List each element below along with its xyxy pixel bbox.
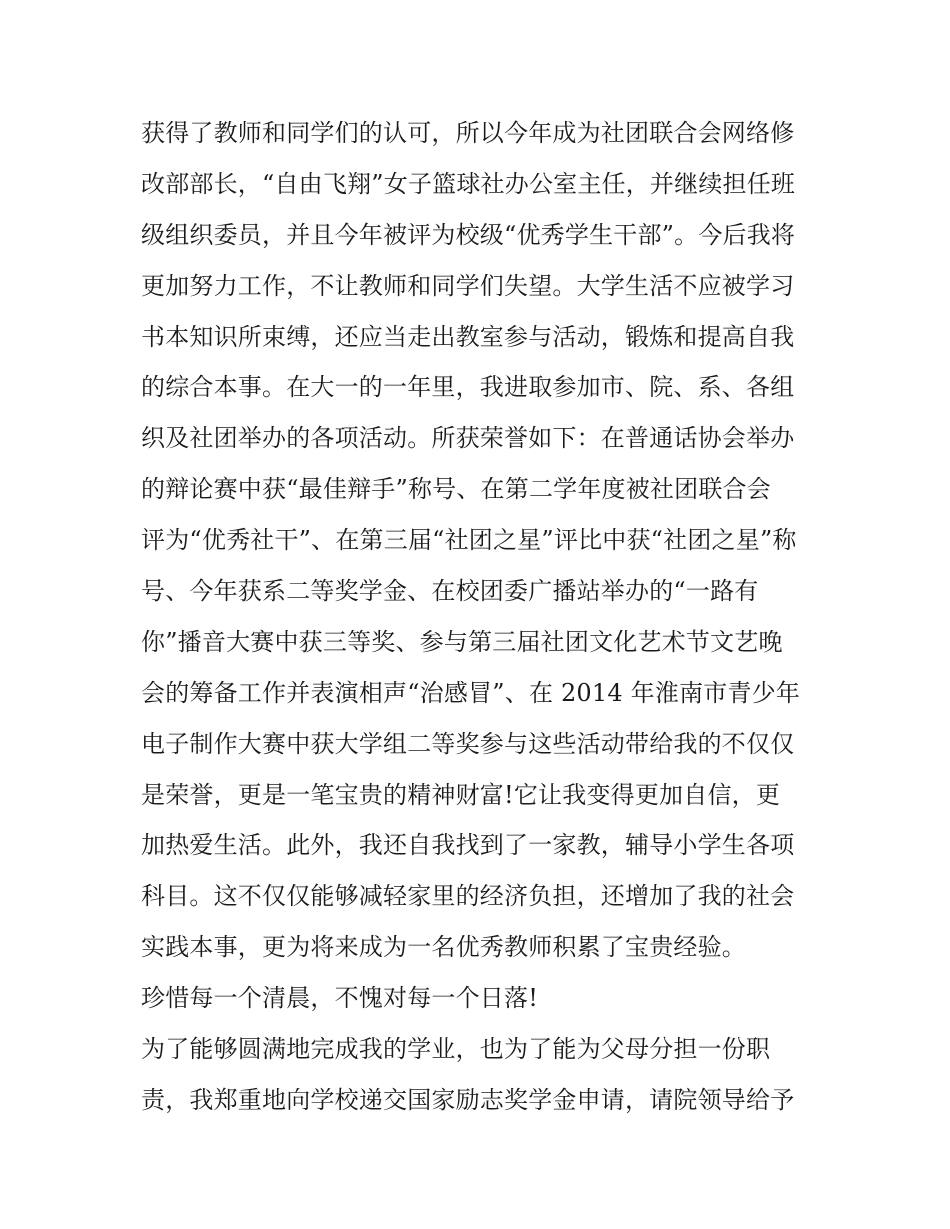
text-line: 评为“优秀社干”、在第三届“社团之星”评比中获“社团之星”称 bbox=[141, 526, 797, 555]
text-line: 改部部长，“自由飞翔”女子篮球社办公室主任，并继续担任班 bbox=[141, 169, 796, 198]
text-line: 的辩论赛中获“最佳辩手”称号、在第二学年度被社团联合会 bbox=[141, 475, 771, 504]
text-line: 实践本事，更为将来成为一名优秀教师积累了宝贵经验。 bbox=[141, 933, 746, 962]
text-line: 珍惜每一个清晨，不愧对每一个日落! bbox=[141, 984, 539, 1013]
text-line: 科目。这不仅仅能够减轻家里的经济负担，还增加了我的社会 bbox=[141, 882, 795, 911]
body-text bbox=[141, 108, 821, 1126]
text-line: 电子制作大赛中获大学组二等奖参与这些活动带给我的不仅仅 bbox=[141, 729, 795, 758]
text-line: 号、今年获系二等奖学金、在校团委广播站举办的“一路有 bbox=[141, 577, 759, 606]
text-line: 会的筹备工作并表演相声“治感冒”、在 2014 年淮南市青少年 bbox=[141, 678, 801, 707]
text-line: 获得了教师和同学们的认可，所以今年成为社团联合会网络修 bbox=[141, 119, 795, 147]
text-line: 的综合本事。在大一的一年里，我进取参加市、院、系、各组 bbox=[141, 373, 795, 402]
text-line: 加热爱生活。此外，我还自我找到了一家教，辅导小学生各项 bbox=[141, 831, 795, 860]
text-line: 你”播音大赛中获三等奖、参与第三届社团文化艺术节文艺晚 bbox=[141, 627, 783, 656]
text-line: 织及社团举办的各项活动。所获荣誉如下：在普通话协会举办 bbox=[141, 424, 795, 453]
text-line: 为了能够圆满地完成我的学业，也为了能为父母分担一份职 bbox=[141, 1035, 771, 1064]
text-line: 更加努力工作，不让教师和同学们失望。大学生活不应被学习 bbox=[141, 271, 795, 300]
text-line: 书本知识所束缚，还应当走出教室参与活动，锻炼和提高自我 bbox=[141, 322, 795, 351]
text-line: 是荣誉，更是一笔宝贵的精神财富!它让我变得更加自信，更 bbox=[141, 780, 781, 809]
text-line: 级组织委员，并且今年被评为校级“优秀学生干部”。今后我将 bbox=[141, 220, 796, 249]
text-line: 责，我郑重地向学校递交国家励志奖学金申请，请院领导给予 bbox=[141, 1085, 795, 1114]
